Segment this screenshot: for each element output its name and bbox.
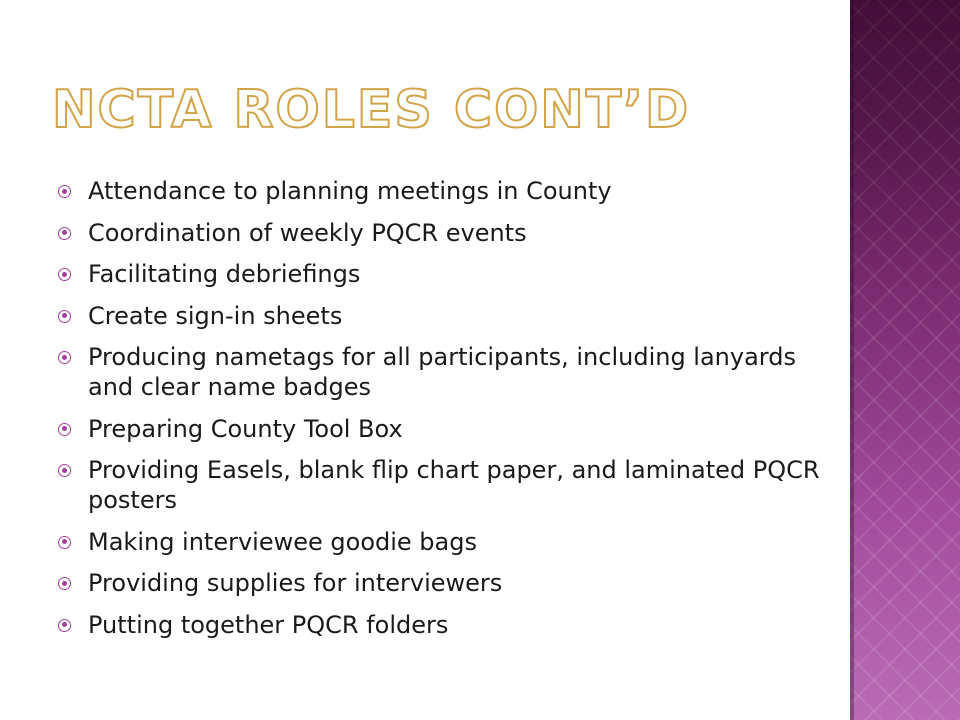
bullet-text: Providing Easels, blank flip chart paper, and laminated PQCR posters xyxy=(88,456,820,514)
bullet-text: Coordination of weekly PQCR events xyxy=(88,218,527,247)
bullet-text: Providing supplies for interviewers xyxy=(88,569,503,597)
bullet-text: Create sign-in sheets xyxy=(88,301,343,330)
circle-bullet-icon xyxy=(58,268,71,281)
circle-bullet-icon xyxy=(58,310,71,323)
bullet-text: Preparing County Tool Box xyxy=(88,414,403,443)
bullet-item xyxy=(58,568,838,598)
bullet-item xyxy=(58,176,838,206)
circle-bullet-icon xyxy=(58,536,71,549)
bullet-text: Putting together PQCR folders xyxy=(88,610,449,639)
bullet-item xyxy=(58,259,838,289)
bullet-item xyxy=(58,527,838,557)
circle-bullet-icon xyxy=(58,351,71,364)
slide-title: NCTA ROLES CONT’D xyxy=(52,80,691,140)
bullet-text: Making interviewee goodie bags xyxy=(88,527,477,556)
bullet-text: Facilitating debriefings xyxy=(88,260,361,288)
side-band-edge xyxy=(850,0,854,720)
bullet-list xyxy=(58,176,838,651)
circle-bullet-icon xyxy=(58,464,71,477)
bullet-item xyxy=(58,610,838,640)
decorative-side-band xyxy=(850,0,960,720)
bullet-item xyxy=(58,455,838,515)
circle-bullet-icon xyxy=(58,577,71,590)
bullet-item xyxy=(58,414,838,444)
bullet-item xyxy=(58,218,838,248)
circle-bullet-icon xyxy=(58,185,71,198)
circle-bullet-icon xyxy=(58,619,71,632)
bullet-item xyxy=(58,342,838,402)
circle-bullet-icon xyxy=(58,423,71,436)
circle-bullet-icon xyxy=(58,227,71,240)
bullet-text: Producing nametags for all participants, including lanyards and clear name badges xyxy=(88,343,796,401)
bullet-item xyxy=(58,301,838,331)
bullet-text: Attendance to planning meetings in County xyxy=(88,177,612,205)
